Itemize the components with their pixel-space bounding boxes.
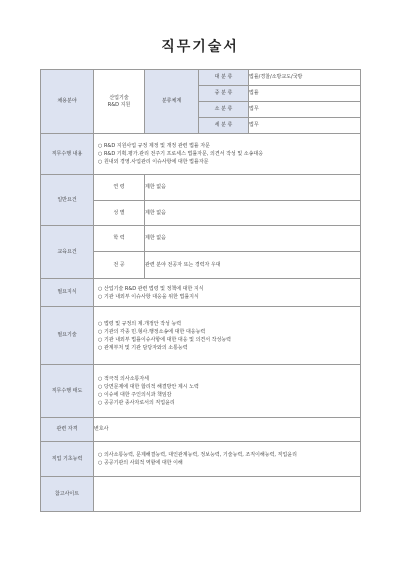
duties-item: ○ R&D 지원사업 규정 제정 및 개정 관련 법률 자문 xyxy=(98,142,360,150)
recruit-field-line2: R&D 지원 xyxy=(107,101,131,108)
attitude-content xyxy=(94,365,361,418)
detail-class-value: 법무 xyxy=(249,118,361,134)
attitude-item: ○ 이슈에 대한 주인의식과 책임감 xyxy=(98,391,360,399)
basic-competency-item: ○ 공공기관의 사회적 역할에 대한 이해 xyxy=(98,459,360,467)
reference-site-label: 참고사이트 xyxy=(41,477,94,512)
major-class-value: 법률/경찰/소방교도/국방 xyxy=(249,70,361,86)
attitude-item: ○ 당면문제에 대한 합리적 해결방안 제시 노력 xyxy=(98,383,360,391)
knowledge-item: ○ 기관 내외부 이슈사항 대응을 위한 법률지식 xyxy=(98,293,360,301)
recruit-field-value xyxy=(94,70,145,134)
certification-value: 변호사 xyxy=(94,418,361,442)
major-class-label: 대 분 류 xyxy=(199,70,249,86)
degree-value: 제한 없음 xyxy=(145,226,361,252)
recruit-field-label: 채용분야 xyxy=(41,70,94,134)
basic-competency-item: ○ 의사소통능력, 문제해결능력, 대인관계능력, 정보능력, 기술능력, 조직이해능력, 직업윤리 xyxy=(98,451,360,459)
knowledge-label: 필요지식 xyxy=(41,279,94,307)
classification-system-label: 분류체계 xyxy=(145,70,199,134)
education-req-label: 교육요건 xyxy=(41,226,94,279)
detail-class-label: 세 분 류 xyxy=(199,118,249,134)
gender-label: 성 별 xyxy=(94,201,145,226)
attitude-label: 직무수행 태도 xyxy=(41,365,94,418)
duties-content xyxy=(94,134,361,175)
job-description-table xyxy=(40,69,361,512)
gender-value: 제한 없음 xyxy=(145,201,361,226)
minor-class-value: 법무 xyxy=(249,102,361,118)
certification-label: 관련 자격 xyxy=(41,418,94,442)
duties-item: ○ R&D 기획.평가.관리 전주기 프로세스 법률자문, 의견서 작성 및 소송대응 xyxy=(98,150,360,158)
attitude-item: ○ 공공기관 종사자로서의 직업윤리 xyxy=(98,399,360,407)
skills-label: 필요기술 xyxy=(41,307,94,365)
skills-content xyxy=(94,307,361,365)
major-value: 관련 분야 전공자 또는 경력자 우대 xyxy=(145,252,361,279)
skills-item: ○ 관계부처 및 기관 담당자와의 소통능력 xyxy=(98,344,360,352)
degree-label: 학 력 xyxy=(94,226,145,252)
age-label: 연 령 xyxy=(94,175,145,201)
knowledge-item: ○ 산업기술 R&D 관련 법령 및 정책에 대한 지식 xyxy=(98,285,360,293)
knowledge-content xyxy=(94,279,361,307)
major-label: 전 공 xyxy=(94,252,145,279)
reference-site-value xyxy=(94,477,361,512)
duties-label: 직무수행 내용 xyxy=(41,134,94,175)
skills-item: ○ 법령 및 규정의 제.개정안 작성 능력 xyxy=(98,320,360,328)
basic-competency-label: 직업 기초능력 xyxy=(41,442,94,477)
document-title: 직무기술서 xyxy=(161,39,239,55)
skills-item: ○ 기관 내외부 법률이슈사항에 대한 대응 및 의견서 작성능력 xyxy=(98,336,360,344)
general-req-label: 일반요건 xyxy=(41,175,94,226)
attitude-item: ○ 적극적 의사소통자세 xyxy=(98,375,360,383)
duties-item: ○ 원내외 경영.사업관리 이슈사항에 대한 법률자문 xyxy=(98,158,360,166)
skills-item: ○ 기관의 각종 민.형사.행정소송에 대한 대응능력 xyxy=(98,328,360,336)
minor-class-label: 소 분 류 xyxy=(199,102,249,118)
age-value: 제한 없음 xyxy=(145,175,361,201)
recruit-field-line1: 산업기술 xyxy=(109,94,129,101)
basic-competency-content xyxy=(94,442,361,477)
middle-class-value: 법률 xyxy=(249,86,361,102)
middle-class-label: 중 분 류 xyxy=(199,86,249,102)
